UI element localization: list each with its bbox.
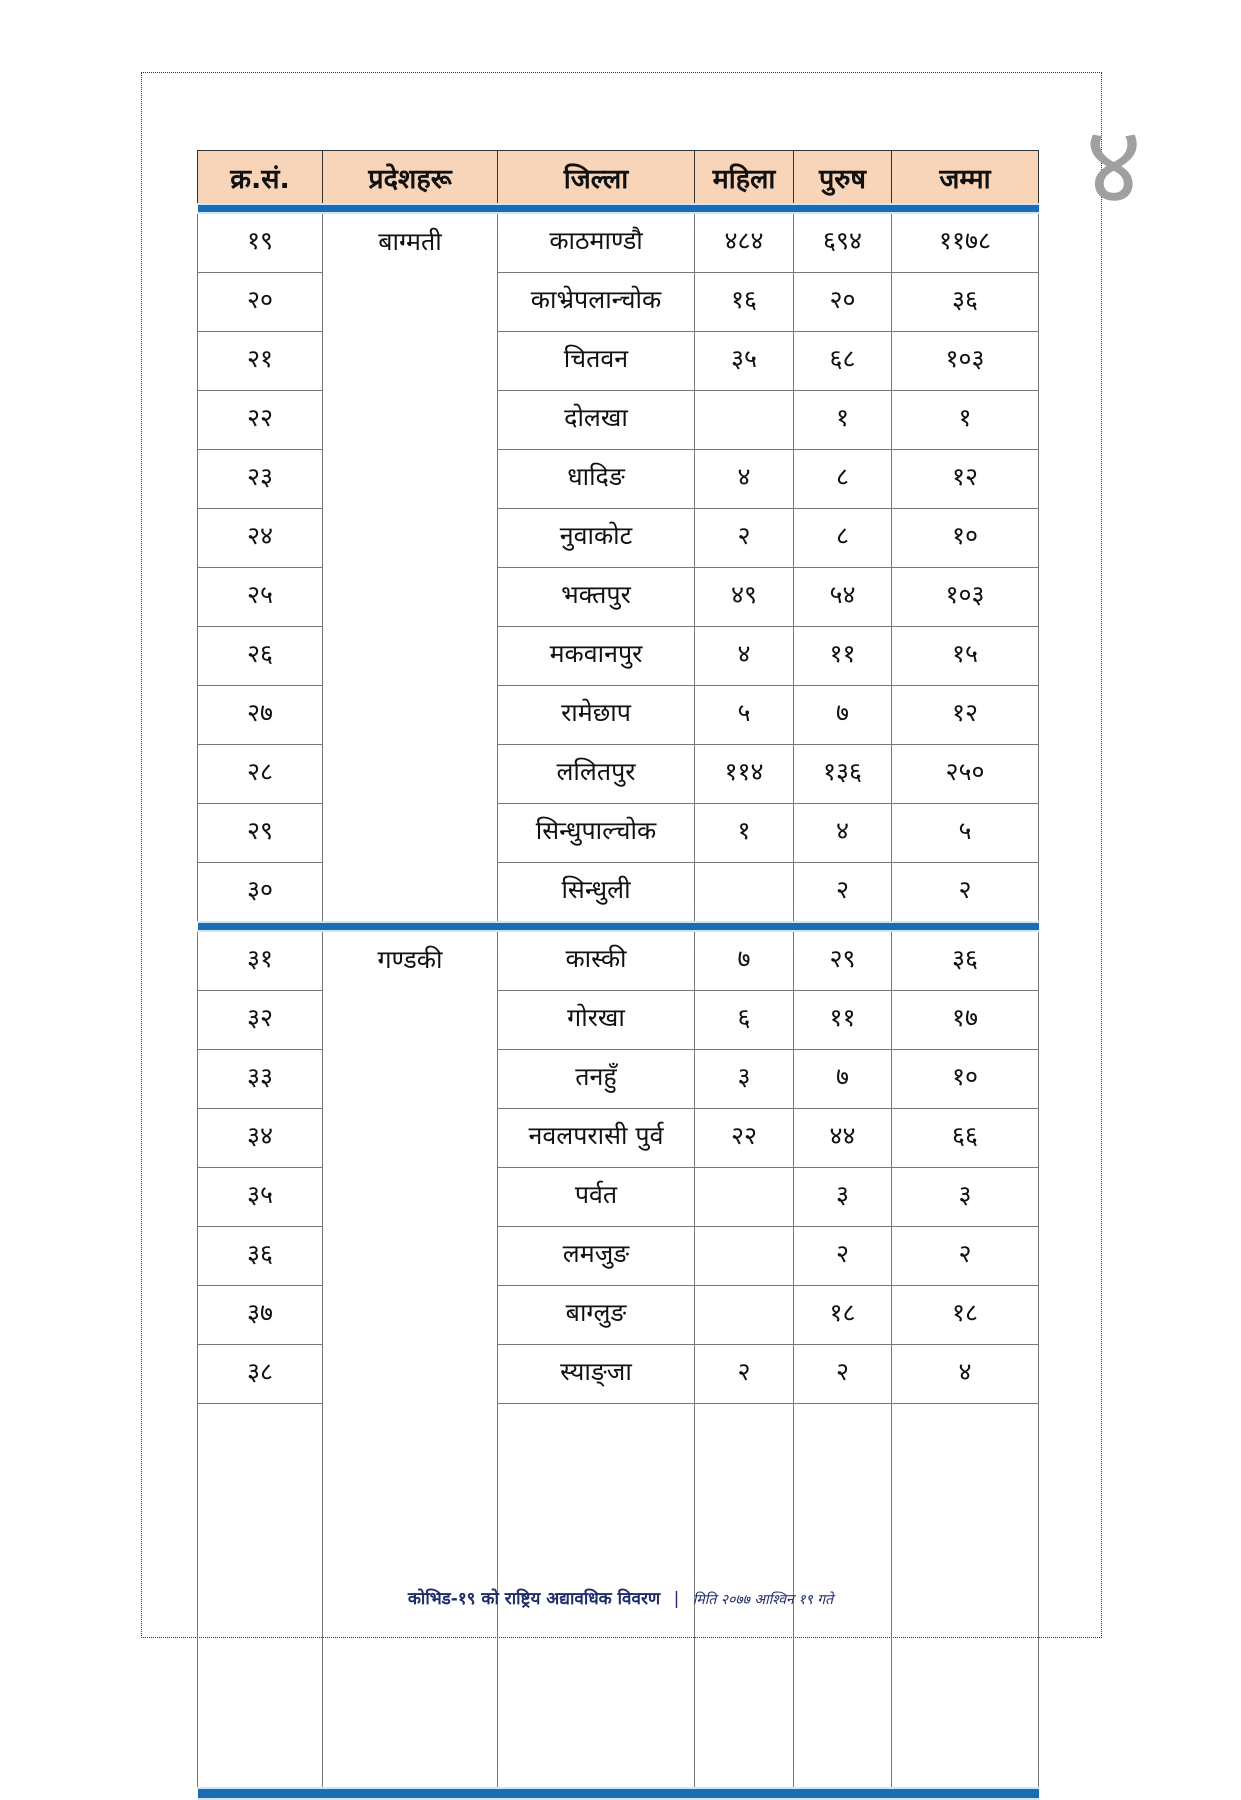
cell-total: १०३ <box>892 332 1039 391</box>
cell-sn: ३७ <box>198 1286 323 1345</box>
cell-female: ३ <box>695 1050 794 1109</box>
cell-male: २ <box>794 1345 892 1404</box>
cell-district: सिन्धुपाल्चोक <box>498 804 695 863</box>
cell-female: २ <box>695 1345 794 1404</box>
cell-district: चितवन <box>498 332 695 391</box>
cell-male: ८ <box>794 509 892 568</box>
cell-male: ६८ <box>794 332 892 391</box>
cell-female: ११४ <box>695 745 794 804</box>
cell-female <box>695 863 794 923</box>
cell-female: ४९ <box>695 568 794 627</box>
section-separator <box>198 204 1039 213</box>
cell-female: ३५ <box>695 332 794 391</box>
separator-bar <box>198 204 1039 213</box>
cell-district: काठमाण्डौ <box>498 213 695 273</box>
cell-total: १८ <box>892 1286 1039 1345</box>
cell-total: १५ <box>892 627 1039 686</box>
cell-total: ३६ <box>892 273 1039 332</box>
page-number: ४ <box>1085 101 1143 229</box>
cell-total: १० <box>892 1050 1039 1109</box>
cell-total: ३ <box>892 1168 1039 1227</box>
cell-male: २ <box>794 1227 892 1286</box>
cell-sn: २८ <box>198 745 323 804</box>
cell-district: काभ्रेपलान्चोक <box>498 273 695 332</box>
cell-female <box>695 1168 794 1227</box>
table-bottom-bar <box>198 1788 1039 1799</box>
cell-female: ४ <box>695 627 794 686</box>
cell-sn: २२ <box>198 391 323 450</box>
header-male: पुरुष <box>794 151 892 205</box>
table-row <box>198 213 1039 273</box>
cell-district: मकवानपुर <box>498 627 695 686</box>
cell-district: रामेछाप <box>498 686 695 745</box>
header-row <box>198 151 1039 205</box>
footer <box>0 1586 1241 1609</box>
cell-region: बाग्मती <box>323 213 498 922</box>
cell-total: ४ <box>892 1345 1039 1404</box>
cell-sn: ३५ <box>198 1168 323 1227</box>
cell-sn: ३४ <box>198 1109 323 1168</box>
cell-sn: २९ <box>198 804 323 863</box>
cell-male: २० <box>794 273 892 332</box>
cell-total: ३६ <box>892 931 1039 991</box>
cell-female: ७ <box>695 931 794 991</box>
cell-district: स्याङ्जा <box>498 1345 695 1404</box>
cell-district: दोलखा <box>498 391 695 450</box>
cell-male: ६९४ <box>794 213 892 273</box>
header-district: जिल्ला <box>498 151 695 205</box>
footer-separator: | <box>673 1589 680 1609</box>
cell-male: ४ <box>794 804 892 863</box>
cell-sn: २० <box>198 273 323 332</box>
cell-district: भक्तपुर <box>498 568 695 627</box>
cell-district: लमजुङ <box>498 1227 695 1286</box>
table-row <box>198 931 1039 991</box>
cell-male: ४४ <box>794 1109 892 1168</box>
cell-female: ४८४ <box>695 213 794 273</box>
cell-male: ३ <box>794 1168 892 1227</box>
cell-total: ६६ <box>892 1109 1039 1168</box>
cell-district: नवलपरासी पुर्व <box>498 1109 695 1168</box>
cell-sn: २६ <box>198 627 323 686</box>
cell-sn: २७ <box>198 686 323 745</box>
footer-date: मिति २०७७ आश्विन १९ गते <box>692 1592 834 1608</box>
header-total: जम्मा <box>892 151 1039 205</box>
cell-district: धादिङ <box>498 450 695 509</box>
cell-district: नुवाकोट <box>498 509 695 568</box>
cell-male: २ <box>794 863 892 923</box>
cell-total: २ <box>892 863 1039 923</box>
cell-total: १० <box>892 509 1039 568</box>
footer-title: कोभिड-१९ को राष्ट्रिय अद्यावधिक विवरण <box>407 1589 661 1609</box>
cell-district: पर्वत <box>498 1168 695 1227</box>
separator-bar <box>198 922 1039 931</box>
cell-male: २९ <box>794 931 892 991</box>
cell-female: ५ <box>695 686 794 745</box>
cell-sn: २४ <box>198 509 323 568</box>
cell-district: ललितपुर <box>498 745 695 804</box>
cell-male: ८ <box>794 450 892 509</box>
cell-district: सिन्धुली <box>498 863 695 923</box>
cell-female: १६ <box>695 273 794 332</box>
cell-female <box>695 1286 794 1345</box>
cell-total: १२ <box>892 686 1039 745</box>
cell-district: कास्की <box>498 931 695 991</box>
cell-region: गण्डकी <box>323 931 498 1788</box>
cell-total: ११७८ <box>892 213 1039 273</box>
header-region: प्रदेशहरू <box>323 151 498 205</box>
cell-total: २ <box>892 1227 1039 1286</box>
cell-female: २२ <box>695 1109 794 1168</box>
cell-male: ७ <box>794 1050 892 1109</box>
cell-female: २ <box>695 509 794 568</box>
cell-female: ६ <box>695 991 794 1050</box>
section-separator <box>198 922 1039 931</box>
cell-sn: ३३ <box>198 1050 323 1109</box>
cell-sn: ३० <box>198 863 323 923</box>
header-female: महिला <box>695 151 794 205</box>
cell-sn: ३६ <box>198 1227 323 1286</box>
cell-male: १८ <box>794 1286 892 1345</box>
cell-male: १३६ <box>794 745 892 804</box>
cell-sn: २५ <box>198 568 323 627</box>
cell-female: ४ <box>695 450 794 509</box>
cell-total: १२ <box>892 450 1039 509</box>
cell-female: १ <box>695 804 794 863</box>
cell-sn: ३१ <box>198 931 323 991</box>
cell-male: ११ <box>794 991 892 1050</box>
cell-district: गोरखा <box>498 991 695 1050</box>
district-table <box>197 150 1039 1800</box>
cell-male: १ <box>794 391 892 450</box>
cell-district: बाग्लुङ <box>498 1286 695 1345</box>
cell-total: १७ <box>892 991 1039 1050</box>
cell-male: ११ <box>794 627 892 686</box>
cell-female <box>695 1227 794 1286</box>
bottom-separator <box>198 1788 1039 1799</box>
header-sn: क्र.सं. <box>198 151 323 205</box>
cell-sn: ३८ <box>198 1345 323 1404</box>
cell-female <box>695 391 794 450</box>
cell-sn: २३ <box>198 450 323 509</box>
cell-district: तनहुँ <box>498 1050 695 1109</box>
cell-sn: १९ <box>198 213 323 273</box>
cell-total: २५० <box>892 745 1039 804</box>
cell-total: १ <box>892 391 1039 450</box>
cell-total: १०३ <box>892 568 1039 627</box>
cell-sn: ३२ <box>198 991 323 1050</box>
cell-sn: २१ <box>198 332 323 391</box>
cell-total: ५ <box>892 804 1039 863</box>
cell-male: ५४ <box>794 568 892 627</box>
cell-male: ७ <box>794 686 892 745</box>
